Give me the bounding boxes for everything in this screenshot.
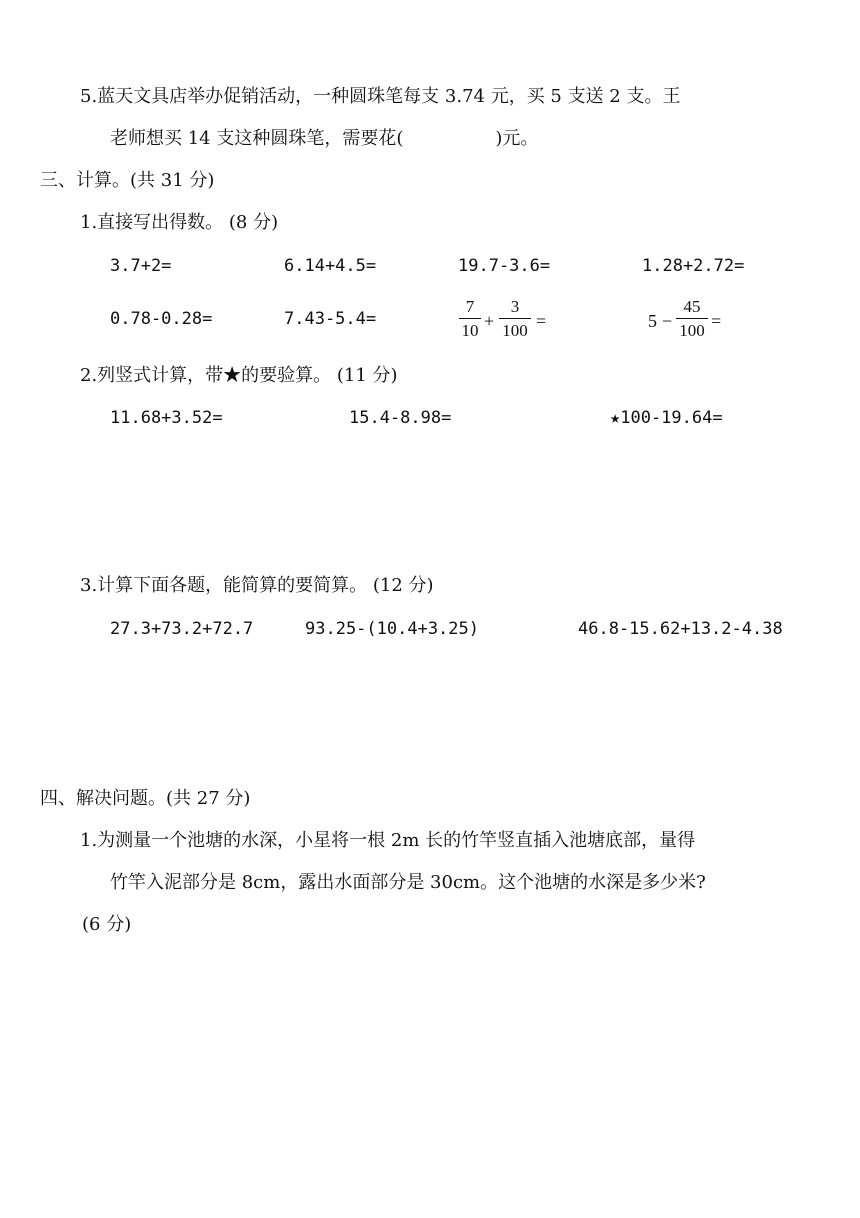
s4-p1-line1: 1.为测量一个池塘的水深，小星将一根 2m 长的竹竿竖直插入池塘底部，量得	[80, 830, 696, 851]
oral-calc-item: 3.7+2=	[110, 256, 172, 276]
oral-calc-item: 19.7-3.6=	[458, 256, 551, 276]
section4-heading: 四、解决问题。(共 27 分)	[40, 788, 251, 809]
s4-p1-score: (6 分)	[82, 914, 132, 935]
oral-calc-item: 7.43-5.4=	[284, 309, 377, 329]
equals-sign: =	[711, 311, 722, 331]
q5-line2-text: 老师想买 14 支这种圆珠笔，需要花(	[110, 128, 404, 149]
simplify-calc-item: 46.8-15.62+13.2-4.38	[578, 619, 783, 639]
s4-p1-line2: 竹竿入泥部分是 8cm，露出水面部分是 30cm。这个池塘的水深是多少米?	[110, 872, 706, 893]
minus-sign: −	[662, 311, 673, 331]
minuend: 5	[648, 311, 657, 331]
equals-sign: =	[536, 311, 547, 331]
q5-line2-end: )元。	[495, 128, 539, 149]
simplify-calc-item: 93.25-(10.4+3.25)	[305, 619, 479, 639]
oral-calc-item: 0.78-0.28=	[110, 309, 213, 329]
s3-p1-title: 1.直接写出得数。 (8 分)	[80, 212, 279, 233]
simplify-calc-item: 27.3+73.2+72.7	[110, 619, 254, 639]
vertical-calc-item-starred: ★100-19.64=	[610, 408, 723, 428]
fraction-45-100: 45 100	[676, 298, 708, 339]
section3-heading: 三、计算。(共 31 分)	[40, 170, 215, 191]
q5-line1: 5.蓝天文具店举办促销活动，一种圆珠笔每支 3.74 元，买 5 支送 2 支。王	[80, 86, 681, 107]
q5-line2	[110, 130, 538, 148]
s3-p2-title: 2.列竖式计算，带★的要验算。 (11 分)	[80, 365, 398, 386]
fraction-3-100: 3 100	[499, 298, 531, 339]
oral-calc-item: 6.14+4.5=	[284, 256, 377, 276]
vertical-calc-item: 15.4-8.98=	[349, 408, 452, 428]
vertical-calc-item: 11.68+3.52=	[110, 408, 223, 428]
oral-calc-item: 1.28+2.72=	[642, 256, 745, 276]
s3-p3-title: 3.计算下面各题，能简算的要简算。 (12 分)	[80, 575, 434, 596]
fraction-7-10: 7 10	[459, 298, 481, 339]
plus-sign: +	[484, 311, 495, 331]
